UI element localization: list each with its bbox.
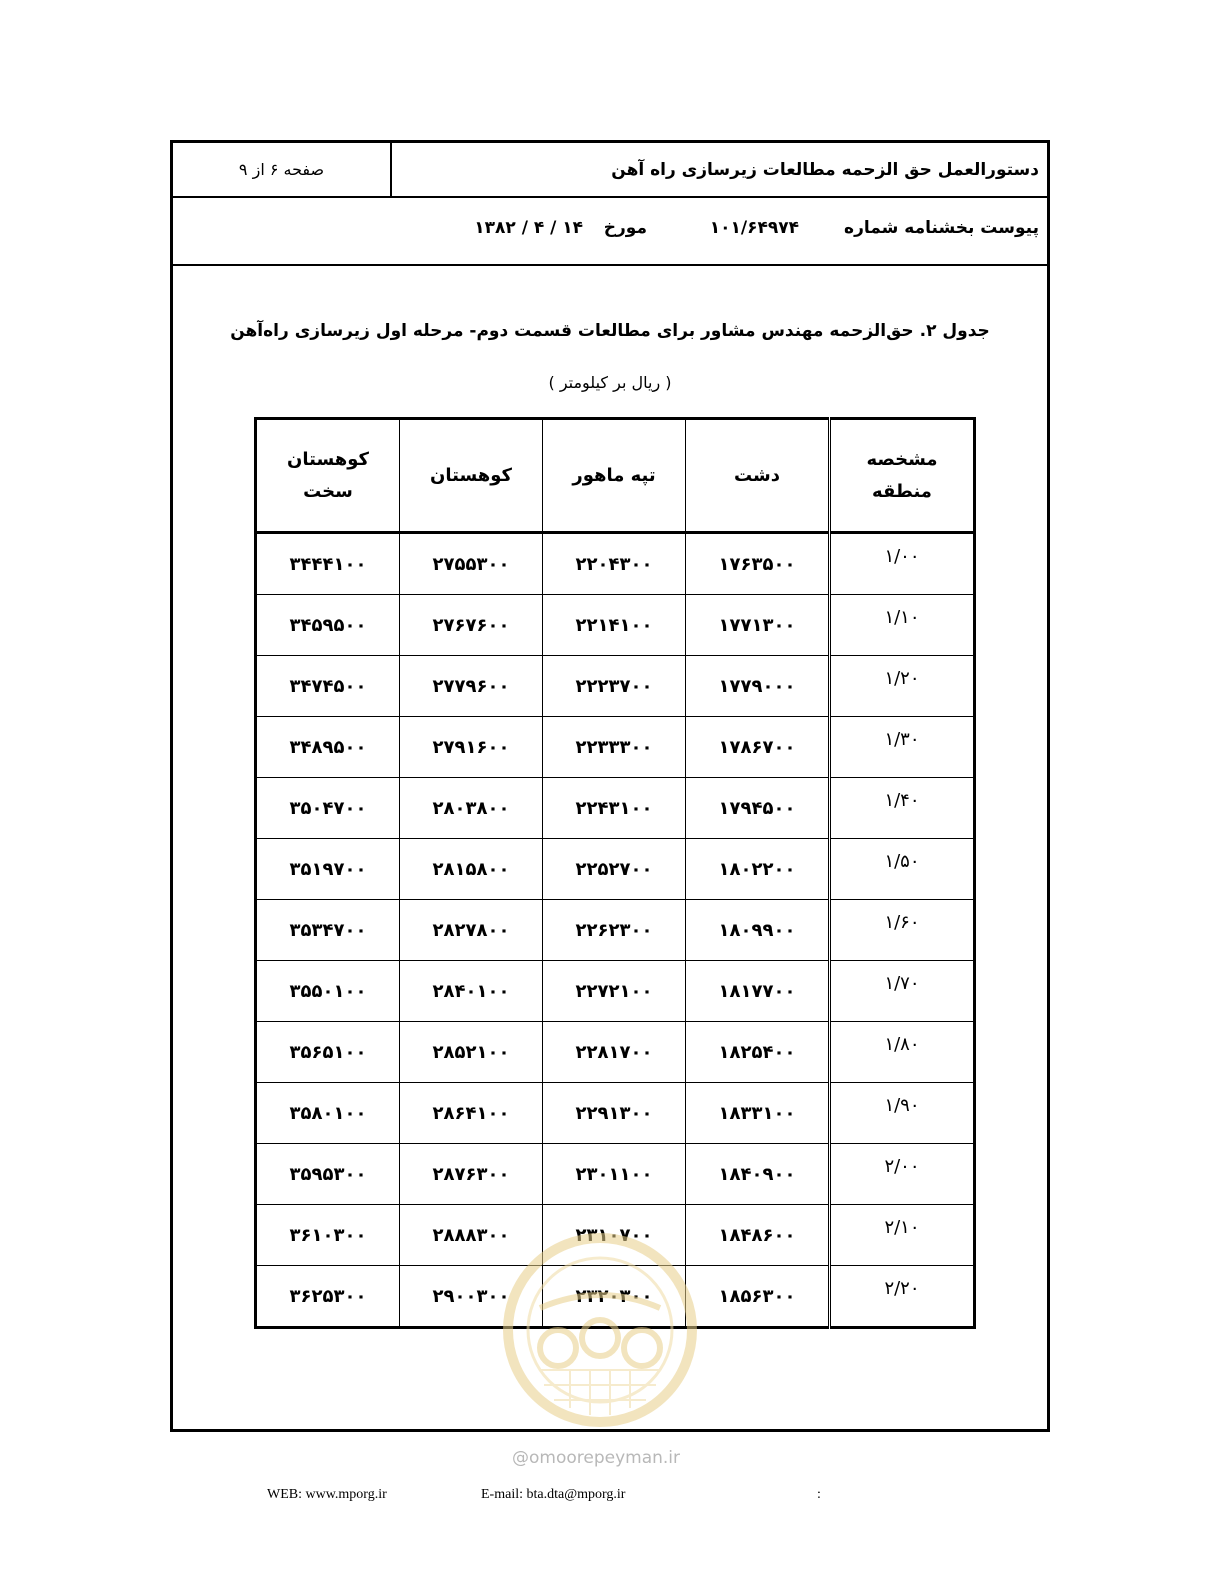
cell-factor: ۱/۵۰	[830, 839, 975, 900]
cell-factor: ۲/۱۰	[830, 1205, 975, 1266]
cell-hard-mountain: ۳۵۸۰۱۰۰	[256, 1083, 400, 1144]
cell-hilly: ۲۲۳۳۳۰۰	[543, 717, 686, 778]
header-hard-mountain	[256, 419, 400, 533]
table-caption: جدول ۲. حق‌الزحمه مهندس مشاور برای مطالعات قسمت دوم- مرحله اول زیرسازی راه‌آهن	[230, 321, 990, 341]
cell-hard-mountain: ۳۵۰۴۷۰۰	[256, 778, 400, 839]
cell-mountain: ۲۸۰۳۸۰۰	[400, 778, 543, 839]
cell-hard-mountain: ۳۵۱۹۷۰۰	[256, 839, 400, 900]
cell-hilly: ۲۲۲۳۷۰۰	[543, 656, 686, 717]
watermark-logo-icon	[500, 1230, 700, 1430]
table-header-row	[256, 419, 975, 533]
cell-hilly: ۲۳۲۰۳۰۰	[543, 1266, 686, 1328]
attachment-number: ۱۰۱/۶۴۹۷۴	[709, 218, 799, 238]
cell-factor: ۲/۲۰	[830, 1266, 975, 1328]
cell-mountain: ۲۸۵۲۱۰۰	[400, 1022, 543, 1083]
cell-mountain: ۲۸۴۰۱۰۰	[400, 961, 543, 1022]
table-row	[256, 656, 975, 717]
cell-hard-mountain: ۳۴۷۴۵۰۰	[256, 656, 400, 717]
cell-hilly: ۲۳۰۱۱۰۰	[543, 1144, 686, 1205]
table-body	[256, 533, 975, 1328]
cell-factor: ۱/۲۰	[830, 656, 975, 717]
cell-factor: ۱/۸۰	[830, 1022, 975, 1083]
cell-hilly: ۲۲۵۲۷۰۰	[543, 839, 686, 900]
cell-plain: ۱۸۳۳۱۰۰	[686, 1083, 830, 1144]
cell-factor: ۱/۴۰	[830, 778, 975, 839]
cell-hard-mountain: ۳۴۴۴۱۰۰	[256, 533, 400, 595]
cell-factor: ۱/۱۰	[830, 595, 975, 656]
footer-colon: :	[817, 1487, 821, 1502]
cell-hilly: ۲۲۰۴۳۰۰	[543, 533, 686, 595]
cell-plain: ۱۸۲۵۴۰۰	[686, 1022, 830, 1083]
cell-plain: ۱۸۴۸۶۰۰	[686, 1205, 830, 1266]
header-mountain: کوهستان	[400, 419, 543, 533]
cell-plain: ۱۸۰۲۲۰۰	[686, 839, 830, 900]
cell-hard-mountain: ۳۴۸۹۵۰۰	[256, 717, 400, 778]
document-title: دستورالعمل حق الزحمه مطالعات زیرسازی راه آهن	[611, 159, 1039, 180]
cell-hard-mountain: ۳۵۶۵۱۰۰	[256, 1022, 400, 1083]
cell-hilly: ۲۲۱۴۱۰۰	[543, 595, 686, 656]
cell-hard-mountain: ۳۴۵۹۵۰۰	[256, 595, 400, 656]
cell-plain: ۱۷۸۶۷۰۰	[686, 717, 830, 778]
cell-mountain: ۲۸۶۴۱۰۰	[400, 1083, 543, 1144]
cell-mountain: ۲۸۷۶۳۰۰	[400, 1144, 543, 1205]
cell-plain: ۱۸۱۷۷۰۰	[686, 961, 830, 1022]
cell-hilly: ۲۲۶۲۳۰۰	[543, 900, 686, 961]
cell-hilly: ۲۳۱۰۷۰۰	[543, 1205, 686, 1266]
cell-plain: ۱۷۹۴۵۰۰	[686, 778, 830, 839]
table-row	[256, 717, 975, 778]
footer-web[interactable]: WEB: www.mporg.ir	[267, 1487, 387, 1502]
table-row	[256, 533, 975, 595]
attachment-row	[173, 198, 1047, 266]
footer-email[interactable]: E-mail: bta.dta@mporg.ir	[481, 1487, 626, 1502]
cell-mountain: ۲۸۸۸۳۰۰	[400, 1205, 543, 1266]
cell-plain: ۱۸۰۹۹۰۰	[686, 900, 830, 961]
cell-plain: ۱۷۶۳۵۰۰	[686, 533, 830, 595]
cell-mountain: ۲۷۶۷۶۰۰	[400, 595, 543, 656]
table-row	[256, 839, 975, 900]
cell-plain: ۱۸۵۶۳۰۰	[686, 1266, 830, 1328]
cell-mountain: ۲۷۹۱۶۰۰	[400, 717, 543, 778]
cell-factor: ۱/۰۰	[830, 533, 975, 595]
cell-plain: ۱۸۴۰۹۰۰	[686, 1144, 830, 1205]
header-region-line2: منطقه	[872, 480, 932, 502]
cell-hilly: ۲۲۷۲۱۰۰	[543, 961, 686, 1022]
cell-hilly: ۲۲۸۱۷۰۰	[543, 1022, 686, 1083]
table-unit: ( ریال بر کیلومتر )	[548, 373, 672, 392]
header-plain: دشت	[686, 419, 830, 533]
cell-mountain: ۲۷۵۵۳۰۰	[400, 533, 543, 595]
cell-mountain: ۲۸۲۷۸۰۰	[400, 900, 543, 961]
attachment-date: ۱۳۸۲ / ۴ / ۱۴	[474, 218, 583, 238]
header-hilly: تپه ماهور	[543, 419, 686, 533]
cell-mountain: ۲۹۰۰۳۰۰	[400, 1266, 543, 1328]
page-number: صفحه ۶ از ۹	[173, 143, 392, 196]
cell-factor: ۲/۰۰	[830, 1144, 975, 1205]
header-hard-mountain-line1: کوهستان	[286, 449, 370, 470]
table-row	[256, 1144, 975, 1205]
cell-factor: ۱/۳۰	[830, 717, 975, 778]
cell-factor: ۱/۶۰	[830, 900, 975, 961]
table-row	[256, 778, 975, 839]
header-hard-mountain-line2: سخت	[303, 480, 353, 502]
table-row	[256, 1083, 975, 1144]
header-row	[173, 143, 1047, 198]
header-region	[830, 419, 975, 533]
table-row	[256, 595, 975, 656]
fee-table	[254, 417, 976, 1329]
cell-hard-mountain: ۳۵۵۰۱۰۰	[256, 961, 400, 1022]
header-region-line1: مشخصه	[866, 449, 938, 470]
cell-hilly: ۲۲۴۳۱۰۰	[543, 778, 686, 839]
cell-hilly: ۲۲۹۱۳۰۰	[543, 1083, 686, 1144]
attachment-label: پیوست بخشنامه شماره	[844, 218, 1039, 238]
cell-mountain: ۲۸۱۵۸۰۰	[400, 839, 543, 900]
cell-hard-mountain: ۳۵۹۵۳۰۰	[256, 1144, 400, 1205]
cell-mountain: ۲۷۷۹۶۰۰	[400, 656, 543, 717]
cell-hard-mountain: ۳۶۲۵۳۰۰	[256, 1266, 400, 1328]
table-row	[256, 900, 975, 961]
table-row	[256, 1022, 975, 1083]
cell-plain: ۱۷۷۹۰۰۰	[686, 656, 830, 717]
watermark-site: @omoorepeyman.ir	[512, 1448, 681, 1468]
cell-hard-mountain: ۳۵۳۴۷۰۰	[256, 900, 400, 961]
cell-factor: ۱/۷۰	[830, 961, 975, 1022]
cell-factor: ۱/۹۰	[830, 1083, 975, 1144]
date-label: مورخ	[603, 218, 647, 238]
cell-hard-mountain: ۳۶۱۰۳۰۰	[256, 1205, 400, 1266]
cell-plain: ۱۷۷۱۳۰۰	[686, 595, 830, 656]
table-row	[256, 961, 975, 1022]
